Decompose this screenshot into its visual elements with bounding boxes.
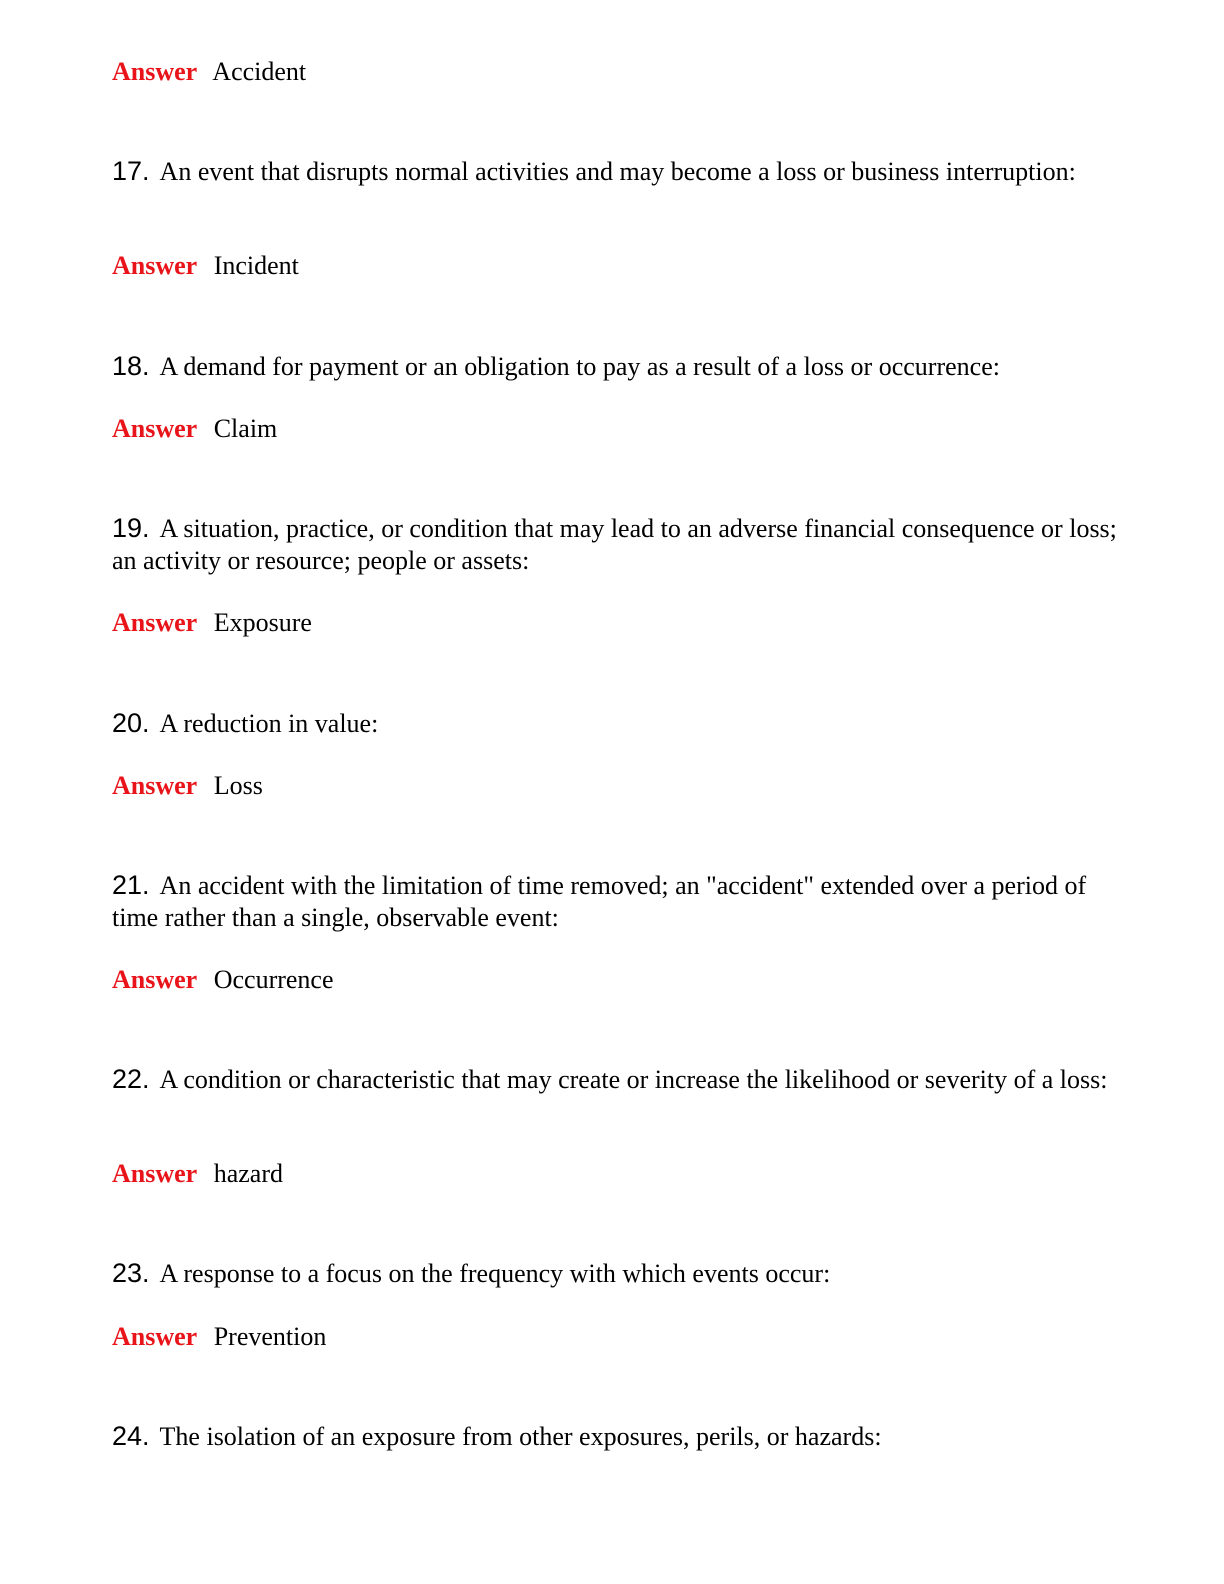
answer-label: Answer xyxy=(112,1159,198,1188)
question-number: 21. xyxy=(112,870,150,900)
answer-label: Answer xyxy=(112,414,198,443)
question-text: An event that disrupts normal activities and may become a loss or business interruption: xyxy=(159,157,1076,186)
answer-18 xyxy=(112,414,277,444)
answer-text: Exposure xyxy=(213,608,312,637)
question-text: A reduction in value: xyxy=(159,709,379,738)
question-17 xyxy=(112,155,1122,188)
question-number: 19. xyxy=(112,513,150,543)
answer-text: hazard xyxy=(213,1159,283,1188)
answer-text: Prevention xyxy=(213,1322,327,1351)
question-text: A response to a focus on the frequency with which events occur: xyxy=(159,1259,831,1288)
answer-label: Answer xyxy=(112,771,198,800)
question-text: A situation, practice, or condition that may lead to an adverse financial consequence or loss; an activity or resource; people or assets: xyxy=(112,514,1117,575)
answer-20 xyxy=(112,771,263,801)
answer-label: Answer xyxy=(112,608,198,637)
question-number: 24. xyxy=(112,1421,150,1451)
answer-label: Answer xyxy=(112,965,198,994)
question-number: 22. xyxy=(112,1064,150,1094)
question-21 xyxy=(112,869,1122,934)
answer-19 xyxy=(112,608,312,638)
answer-21 xyxy=(112,965,334,995)
answer-text: Loss xyxy=(213,771,263,800)
question-number: 17. xyxy=(112,156,150,186)
answer-16 xyxy=(112,57,306,87)
answer-23 xyxy=(112,1322,326,1352)
answer-label: Answer xyxy=(112,57,198,86)
question-text: A condition or characteristic that may create or increase the likelihood or severity of a loss: xyxy=(159,1065,1108,1094)
answer-22 xyxy=(112,1159,283,1189)
question-23 xyxy=(112,1257,1122,1290)
question-24 xyxy=(112,1420,1122,1453)
question-number: 18. xyxy=(112,351,150,381)
answer-label: Answer xyxy=(112,1322,198,1351)
answer-label: Answer xyxy=(112,251,198,280)
question-number: 20. xyxy=(112,708,150,738)
question-22 xyxy=(112,1063,1122,1096)
answer-text: Incident xyxy=(213,251,299,280)
question-20 xyxy=(112,707,1122,740)
answer-text: Accident xyxy=(212,57,307,86)
question-19 xyxy=(112,512,1122,577)
answer-17 xyxy=(112,251,299,281)
answer-text: Claim xyxy=(213,414,278,443)
question-text: A demand for payment or an obligation to pay as a result of a loss or occurrence: xyxy=(159,352,1000,381)
answer-text: Occurrence xyxy=(213,965,334,994)
question-text: An accident with the limitation of time removed; an "accident" extended over a period of time rather than a single, observable event: xyxy=(112,871,1087,932)
question-number: 23. xyxy=(112,1258,150,1288)
question-18 xyxy=(112,350,1122,383)
question-text: The isolation of an exposure from other exposures, perils, or hazards: xyxy=(159,1422,882,1451)
